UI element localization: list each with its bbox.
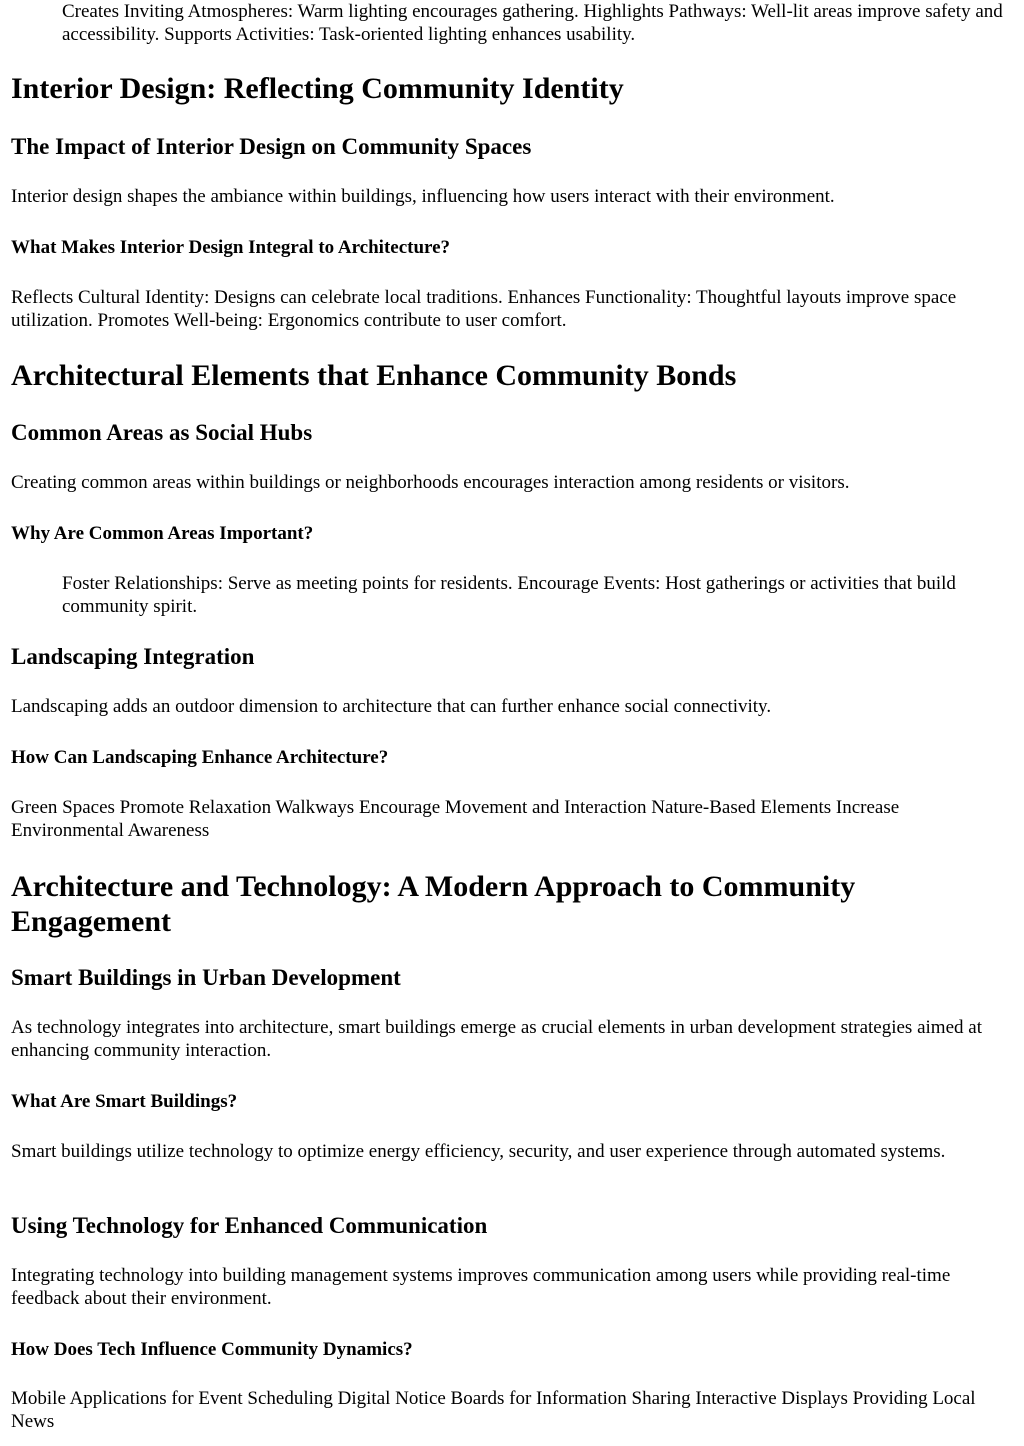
interior-integral-question: What Makes Interior Design Integral to Architecture? [11,237,451,258]
technology-heading: Architecture and Technology: A Modern Approach to Community Engagement [11,870,856,938]
common-areas-benefits-paragraph: Foster Relationships: Serve as meeting points for residents. Encourage Events: Host gatherings or activities that build community spirit. [62,573,956,617]
communication-subheading: Using Technology for Enhanced Communication [11,1213,488,1238]
interior-intro-paragraph: Interior design shapes the ambiance within buildings, influencing how users interact with their environment. [11,186,835,207]
common-areas-question: Why Are Common Areas Important? [11,523,314,544]
architectural-elements-heading: Architectural Elements that Enhance Community Bonds [11,359,737,392]
tech-dynamics-question: How Does Tech Influence Community Dynamics? [11,1339,413,1360]
smart-buildings-question: What Are Smart Buildings? [11,1091,238,1112]
interior-design-heading: Interior Design: Reflecting Community Identity [11,72,624,105]
common-areas-paragraph: Creating common areas within buildings or neighborhoods encourages interaction among residents or visitors. [11,472,850,493]
landscaping-paragraph: Landscaping adds an outdoor dimension to architecture that can further enhance social connectivity. [11,696,772,717]
lighting-benefits-paragraph: Creates Inviting Atmospheres: Warm lighting encourages gathering. Highlights Pathways: Well-lit areas improve safety and accessibility. Supports Activities: Task-oriented lighting enhances usability. [62,1,1003,45]
landscaping-benefits-paragraph: Green Spaces Promote Relaxation Walkways Encourage Movement and Interaction Nature-Based Elements Increase Environmental Awareness [11,797,900,841]
smart-buildings-paragraph: As technology integrates into architecture, smart buildings emerge as crucial elements in urban development strategies aimed at enhancing community interaction. [11,1017,982,1061]
landscaping-question: How Can Landscaping Enhance Architecture? [11,747,389,768]
smart-buildings-definition-paragraph: Smart buildings utilize technology to optimize energy efficiency, security, and user experience through automated systems. [11,1141,946,1162]
communication-paragraph: Integrating technology into building management systems improves communication among users while providing real-time feedback about their environment. [11,1265,951,1309]
interior-impact-subheading: The Impact of Interior Design on Community Spaces [11,134,532,159]
tech-dynamics-paragraph: Mobile Applications for Event Scheduling Digital Notice Boards for Information Sharing Interactive Displays Providing Local News [11,1388,976,1432]
smart-buildings-subheading: Smart Buildings in Urban Development [11,965,401,990]
common-areas-subheading: Common Areas as Social Hubs [11,420,313,445]
landscaping-subheading: Landscaping Integration [11,644,255,669]
interior-benefits-paragraph: Reflects Cultural Identity: Designs can celebrate local traditions. Enhances Functionality: Thoughtful layouts improve space utilization. Promotes Well-being: Ergonomics contribute to user comfort. [11,287,957,331]
